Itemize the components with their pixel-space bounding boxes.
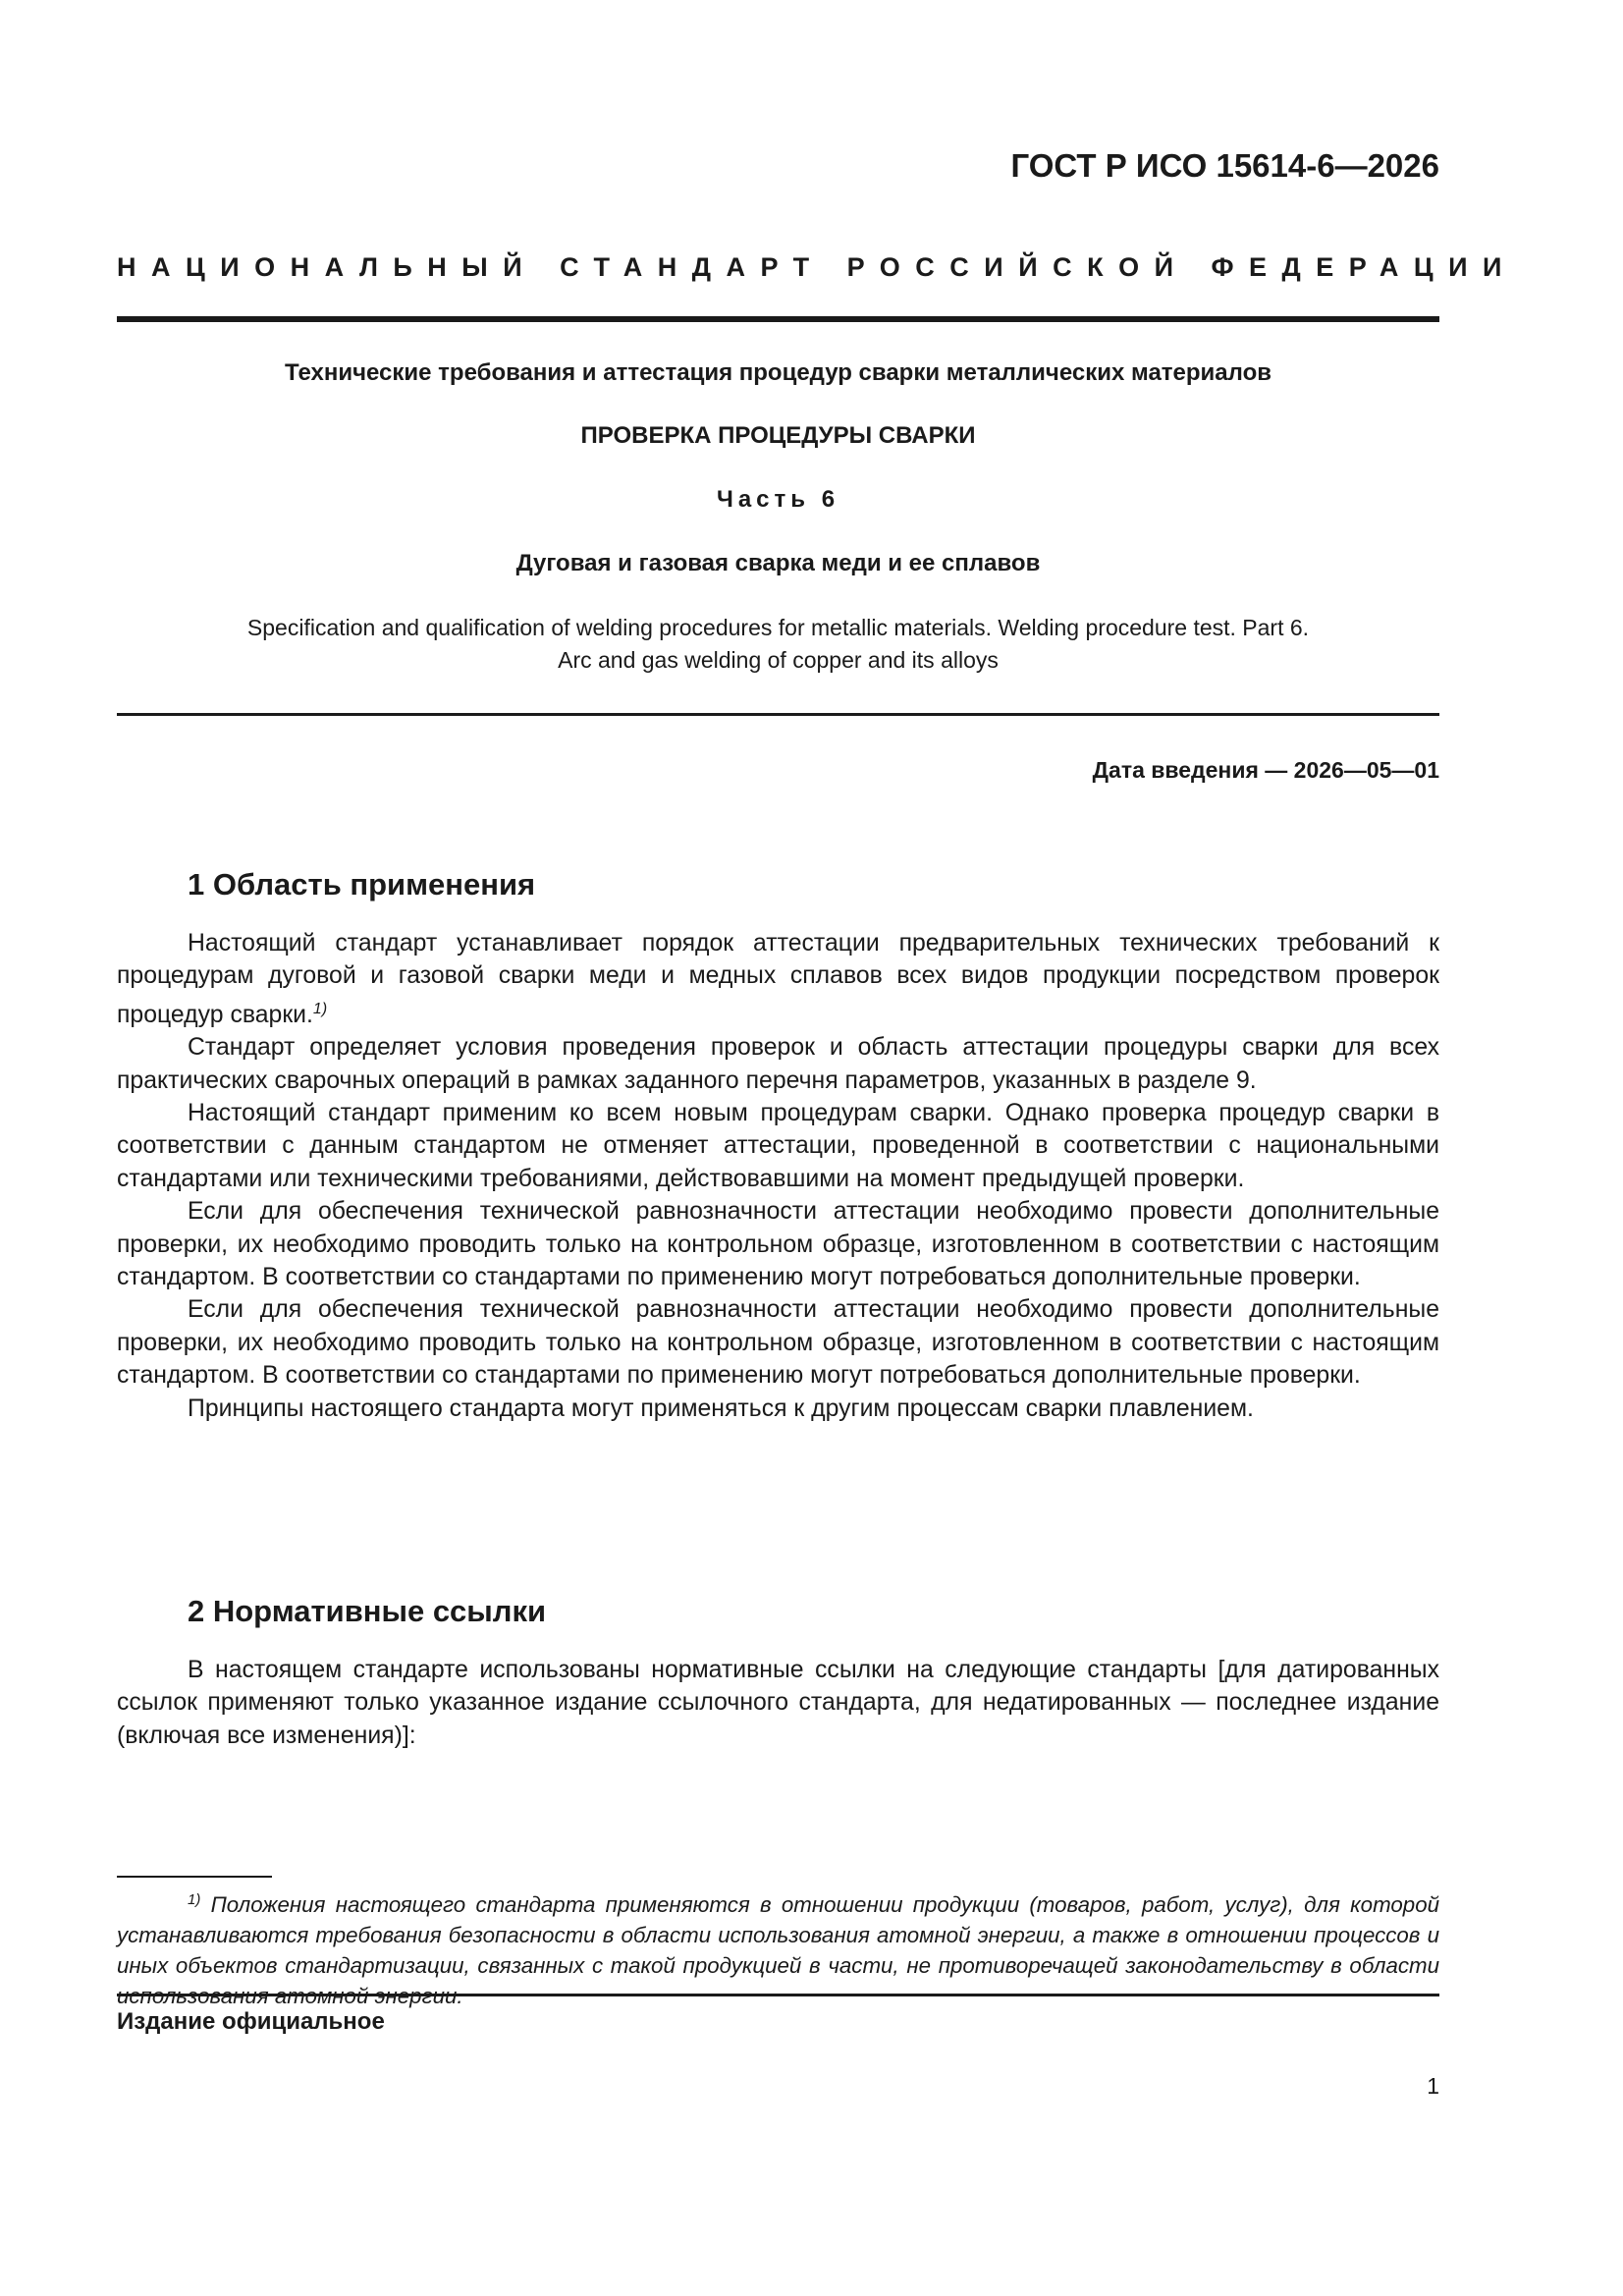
title-divider [117, 713, 1439, 716]
paragraph-text: Настоящий стандарт устанавливает порядок аттестации предварительных технических требований к процедурам дуговой и газовой сварки меди и медных сплавов всех видов продукции посредством проверок процедур сварки. [117, 930, 1439, 1028]
header-divider [117, 316, 1439, 322]
footnote [117, 1885, 1439, 2011]
footer-divider [117, 1994, 1439, 1996]
footnote-separator [117, 1876, 272, 1878]
footnote-number: 1) [188, 1891, 201, 1908]
english-title [117, 612, 1439, 677]
document-title-line3: Дуговая и газовая сварка меди и ее сплавов [515, 550, 1041, 576]
paragraph: Стандарт определяет условия проведения проверок и область аттестации процедуры сварки для всех практических сварочных операций в рамках заданного перечня параметров, указанных в разделе 9. [117, 1034, 1439, 1094]
section-2-heading: 2 Нормативные ссылки [188, 1594, 547, 1628]
english-title-line1: Specification and qualification of welding procedures for metallic materials. Welding procedure test. Part 6. [246, 615, 1310, 640]
paragraph [117, 927, 1439, 1031]
footnote-text: Положения настоящего стандарта применяются в отношении продукции (товаров, работ, услуг), для которой устанавливаются требования безопасности в области использования атомной энергии, а также в отношении процессов и иных объектов стандартизации, связанных с такой продукцией в части, не противоречащей законодательству в области [117, 1892, 1439, 1978]
national-standard-banner: НАЦИОНАЛЬНЫЙ СТАНДАРТ РОССИЙСКОЙ ФЕДЕРАЦИИ [117, 252, 1517, 282]
document-title-line2: ПРОВЕРКА ПРОЦЕДУРЫ СВАРКИ [580, 422, 976, 449]
section-1-heading: 1 Область применения [188, 867, 536, 902]
english-title-line2: Arc and gas welding of copper and its alloys [558, 647, 999, 673]
paragraph: Настоящий стандарт применим ко всем новым процедурам сварки. Однако проверка процедур сварки в соответствии с данным стандартом не отменяет аттестации, проведенной в соответствии с национальными стандартами или техническими требованиями, действовавшими на момент предыдущей проверки. [117, 1100, 1439, 1192]
paragraph: Принципы настоящего стандарта могут применяться к другим процессам сварки плавлением. [188, 1394, 1254, 1422]
section-1-body [117, 927, 1439, 1425]
page-number: 1 [1427, 2073, 1439, 2099]
document-title-line1: Технические требования и аттестация процедур сварки металлических материалов [284, 359, 1271, 386]
introduction-date: Дата введения — 2026—05—01 [1092, 757, 1439, 783]
paragraph: Если для обеспечения технической равнозначности аттестации необходимо провести дополнительные проверки, их необходимо проводить только на контрольном образце, изготовленном в соответствии с настоящим стандартом. В соответствии со стандартами по применению могут потребоваться дополнительные проверки. [117, 1198, 1439, 1291]
official-edition-label: Издание официальное [117, 2008, 385, 2035]
paragraph: Если для обеспечения технической равнозначности аттестации необходимо провести дополнительные проверки, их необходимо проводить только на контрольном образце, изготовленном в соответствии с настоящим стандартом. В соответствии со стандартами по применению могут потребоваться дополнительные проверки. [117, 1296, 1439, 1390]
document-part: Часть 6 [716, 486, 840, 513]
section-2-body [117, 1654, 1439, 1752]
footnote-reference: 1) [312, 1000, 328, 1017]
paragraph: В настоящем стандарте использованы нормативные ссылки на следующие стандарты [для датированных ссылок применяют только указанное издание ссылочного стандарта, для недатированных — последнее издание (включая все изменения)]: [117, 1657, 1439, 1749]
document-number: ГОСТ Р ИСО 15614-6—2026 [1010, 147, 1439, 184]
